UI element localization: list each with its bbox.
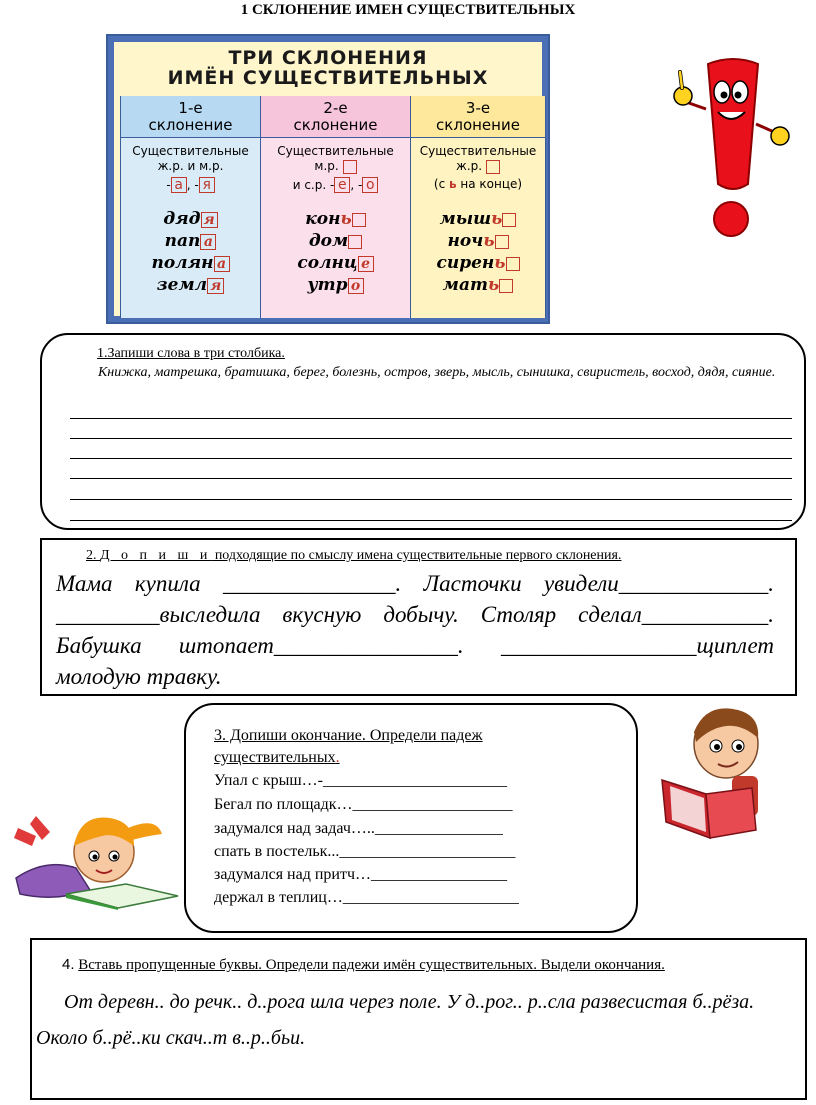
empty-ending-box [348, 235, 362, 249]
task1-words: Книжка, матрешка, братишка, берег, болезнь, остров, зверь, мысль, сынишка, свиристель, восход, дядя, сияние. [98, 365, 776, 380]
head-number: 3-е [465, 99, 491, 117]
soft-sign: ь [494, 253, 506, 273]
column-rule [261, 144, 410, 193]
example-word [121, 230, 260, 252]
ending-box: а [171, 177, 187, 193]
example-words [121, 208, 260, 296]
girl-reading-icon [6, 806, 182, 910]
rule-gender: и с.р. [292, 178, 327, 192]
ending-box: а [214, 256, 230, 272]
word-stem: мыш [439, 209, 492, 229]
task3-item[interactable]: задумался над задач…..________________ [214, 820, 503, 837]
rule-gender: ж.р. [456, 159, 483, 173]
task4-heading [62, 956, 665, 974]
ending-box: а [200, 234, 216, 250]
heading-spaced: Д о п и ш и [100, 548, 212, 563]
head-label: склонение [148, 116, 233, 134]
poster-inner [114, 42, 542, 316]
soft-sign: ь [483, 231, 495, 251]
example-words [411, 208, 545, 296]
declension-poster [106, 34, 550, 324]
empty-ending-box [352, 213, 366, 227]
example-words [261, 208, 410, 296]
task4-text: От деревн.. до речк.. д..рога шла через поле. У д..рог.. р..сла развесистая б..рёза. Около б..рё..ки скач..т в..р..бьи. [36, 991, 755, 1049]
rule-line [411, 159, 545, 174]
ending-box: е [334, 177, 350, 193]
task2-box [40, 538, 797, 696]
word-stem: полян [151, 253, 214, 273]
example-word [261, 208, 410, 230]
rule-endings: - а , - я [121, 177, 260, 193]
head-number: 1-е [178, 99, 203, 117]
example-word [121, 252, 260, 274]
page-title: 1 СКЛОНЕНИЕ ИМЕН СУЩЕСТВИТЕЛЬНЫХ [240, 2, 576, 18]
task3-item[interactable]: держал в теплиц…______________________ [214, 889, 519, 906]
rule-gender: м.р. [314, 159, 339, 173]
ending-box: о [362, 177, 378, 193]
head-number: 2-е [323, 99, 348, 117]
task3-heading [214, 725, 594, 769]
task3-item[interactable]: спать в постельк...______________________ [214, 843, 516, 860]
word-stem: мат [442, 275, 488, 295]
answer-line[interactable] [70, 458, 792, 459]
task3-item[interactable]: Бегал по площадк…____________________ [214, 796, 513, 813]
example-word [411, 208, 545, 230]
soft-sign: ь [491, 209, 503, 229]
answer-line[interactable] [70, 418, 792, 419]
column-rule [411, 144, 545, 192]
ending-box: я [201, 212, 218, 228]
task-number: 2. [86, 548, 97, 563]
head-label: склонение [436, 116, 520, 134]
poster-title [114, 48, 542, 88]
rule-endings: и с.р. - е , - о [261, 177, 410, 193]
empty-ending-box [499, 279, 513, 293]
empty-ending-box [502, 213, 516, 227]
task1-heading: 1.Запиши слова в три столбика. [97, 346, 285, 361]
task4-box [30, 938, 807, 1100]
soft-sign: ь [449, 177, 457, 191]
word-stem: кон [305, 209, 341, 229]
example-word [261, 252, 410, 274]
word-stem: сирен [436, 253, 495, 273]
heading-rest: подходящие по смыслу имена существительные первого склонения. [211, 548, 622, 563]
column-third-declension [410, 96, 546, 318]
rule-line: ж.р. и м.р. [157, 159, 224, 173]
rule-text: (с [433, 177, 446, 191]
task2-heading [86, 548, 621, 564]
word-stem: ноч [447, 231, 484, 251]
word-stem: дяд [163, 209, 201, 229]
word-stem: дом [308, 231, 349, 251]
poster-title-line1: ТРИ СКЛОНЕНИЯ [228, 47, 428, 69]
column-second-declension [260, 96, 410, 318]
word-stem: пап [164, 231, 201, 251]
empty-ending-box [495, 235, 509, 249]
head-label: склонение [293, 116, 378, 134]
heading-text: 3. Допиши окончание. Определи падеж существительных [214, 727, 483, 766]
answer-line[interactable] [70, 499, 792, 500]
answer-line[interactable] [70, 478, 792, 479]
boy-reading-icon [656, 702, 776, 842]
ending-box: о [348, 278, 364, 294]
example-word [411, 230, 545, 252]
rule-line: Существительные [419, 144, 537, 158]
empty-ending-box [486, 160, 500, 174]
rule-line: Существительные [132, 144, 249, 158]
column-head [261, 96, 410, 138]
column-rule [121, 144, 260, 193]
example-word [121, 274, 260, 296]
empty-ending-box [343, 160, 357, 174]
task2-text: Мама купила _______________. Ласточки увидели_____________. _________выследила вкусную добычу. Столяр сделал___________. Бабушка штопает________________. _________________щиплет молодую травку. [56, 571, 774, 689]
soft-sign: ь [487, 275, 500, 295]
example-word [411, 252, 545, 274]
heading-text: Вставь пропущенные буквы. Определи падежи имён существительных. Выдели окончания. [78, 957, 665, 973]
answer-line[interactable] [70, 520, 792, 521]
example-word [261, 274, 410, 296]
ending-box: я [199, 177, 215, 193]
rule-line [411, 177, 545, 192]
soft-sign: ь [340, 209, 352, 229]
rule-text: на конце) [460, 177, 523, 191]
example-word [261, 230, 410, 252]
column-head [121, 96, 260, 138]
column-first-declension [120, 96, 260, 318]
example-word [121, 208, 260, 230]
task1-box [40, 333, 806, 530]
rule-line: Существительные [277, 144, 394, 158]
task-number: 4. [62, 956, 75, 973]
heading-dot: . [335, 749, 340, 766]
word-stem: земл [156, 275, 208, 295]
ending-box: я [207, 278, 224, 294]
word-stem: утр [307, 275, 348, 295]
empty-ending-box [506, 257, 520, 271]
answer-line[interactable] [70, 438, 792, 439]
exclamation-mascot-icon [668, 54, 798, 244]
example-word [411, 274, 545, 296]
rule-line [261, 159, 410, 174]
ending-box: е [358, 256, 374, 272]
task3-item[interactable]: задумался над притч…_________________ [214, 866, 508, 883]
word-stem: солнц [297, 253, 358, 273]
task3-item[interactable]: Упал с крыш…-_______________________ [214, 772, 507, 789]
poster-title-line2: ИМЁН СУЩЕСТВИТЕЛЬНЫХ [167, 67, 489, 89]
task3-box [184, 703, 638, 933]
column-head [411, 96, 545, 138]
